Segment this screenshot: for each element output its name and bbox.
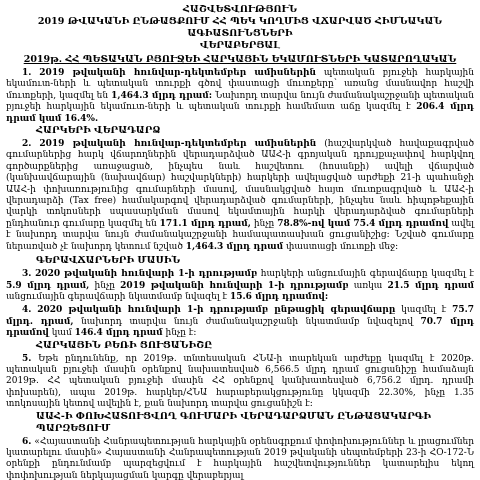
paragraph-2-number: 2.: [22, 139, 32, 150]
document-body: [0, 4, 480, 480]
paragraph-2-body1: (հաշվարկված հավաքագրված գումարներից հարկ վճարողներին վերադարձված ԱԱՀ-ի գրոյական դրույքաչափով հարկվող գործարքներից առաջացած, ինչպես նաև հաշվետու (հոսանքի) ավելի վճարված (կանխավճարային (նախավճար) հաշվարկների) հարկերի ավելացված արժեքի 21-ի պահանջի ԱԱՀ-ի փոխառությունից գումարների մասով, մասնակցված հայտ մուտքագրված և ԱԱՀ-ի վերադարձի (Tax free) համակարգով վերադարձված գումարների, ինչպես նաև հիպոթեքային վարկի տոկոսների սպասարկման մասով եկամտային հարկի վերադարձված գումարների ընդհանուր գումարը կազմել են: [6, 139, 474, 229]
paragraph-1-amount1: 1,464.3 մլրդ դրամ:: [111, 90, 213, 101]
paragraph-4-lead: 2020 թվականի հունվարի 1-ի դրությամբ ընթացիկ գերավճարը: [37, 305, 396, 316]
document-title: ՀԱՇՎԵՏՎՈՒԹՅՈՒՆ: [182, 4, 298, 15]
paragraph-3-number: 3.: [22, 269, 32, 280]
paragraph-3-body1: հարկերի անցումային գերավճարը կազմել է: [257, 269, 474, 280]
paragraph-4-amount2: 70.7 մլրդ դրամով: [6, 316, 474, 339]
paragraph-5: [6, 354, 474, 411]
section-heading-main: 2019թ. ՀՀ ՊԵՏԱԿԱՆ ԲՅՈՒՋԵԻ ՀԱՐԿԱՅԻՆ ԵԿԱՄՈՒՏՆԵՐԻ ԿԱՏԱՐՈՂԱԿԱՆ: [23, 54, 457, 65]
paragraph-6: [6, 437, 474, 480]
paragraph-2-amount3: 1,464.3 մլրդ դրամ: [185, 241, 284, 252]
section-heading-tax-burden: ՀԱՐԿԱՅԻՆ ԲԵՌԻ ՑՈՒՑԱՆԻՇԸ: [36, 339, 212, 351]
paragraph-2-body2: ինչը: [250, 218, 278, 229]
paragraph-2-lead: 2019 թվականի հունվար-դեկտեմբեր ամիսներին: [39, 139, 317, 150]
paragraph-4-body1: կազմել է: [395, 305, 453, 316]
paragraph-1-body1: պետական բյուջեի հարկային եկամուտ-ների և պետական տուրքի գծով փաստացի մուտքերը՝ առանց մասնավոր հաշվի մուտքերի, կազմել են: [6, 68, 474, 101]
paragraph-1-amount2: 206.4 մլրդ դրամ կամ 16.4%.: [6, 102, 474, 124]
paragraph-2-body3: ավել է նախորդ տարվա նույն ժամանակաշրջանի համապատասխան ցուցանիշից: Նշված գումարը ներառված չէ նախորդ կետում նշված: [6, 218, 474, 252]
paragraph-4: [6, 305, 474, 339]
paragraph-3-lead: 2020 թվականի հունվարի 1-ի դրությամբ: [35, 269, 258, 280]
section-heading-overpay: ԳԵՐԱՎՃԱՐՆԵՐԻ ՄԱՍԻՆ: [36, 255, 181, 267]
paragraph-3: [6, 269, 474, 303]
paragraph-5-number: 5.: [22, 353, 32, 364]
paragraph-3-body3: առկա: [348, 280, 388, 291]
paragraph-4-amount1: 75.7 մլրդ. դրամ,: [6, 305, 474, 327]
paragraph-2: [6, 139, 474, 253]
paragraph-6-number: 6.: [22, 436, 32, 447]
paragraph-1-lead: 2019 թվականի հունվար-դեկտեմբեր ամիսներին: [39, 68, 316, 78]
paragraph-2-amount2: 78.8%-ով կամ 75.4 մլրդ դրամով: [277, 218, 449, 229]
paragraph-4-amount3: 146.4 մլրդ դրամ: [74, 328, 163, 339]
paragraph-1-number: 1.: [22, 68, 32, 78]
paragraph-1: [6, 68, 474, 125]
paragraph-4-number: 4.: [22, 305, 32, 316]
paragraph-2-tail: փաստացի մուտքի մեջ:: [283, 241, 399, 252]
paragraph-6-body: «Հայաստանի Հանրապետության հարկային օրենսգրքում փոփոխություններ և լրացումներ կատարելու մասին» Հայաստանի Հանրապետության 2019 թվականի սեպտեմբերի 23-ի ՀՕ-172-Ն օրենքի ընդունմամբ պարզեցվում է հարկային հաշվետվություններ կատարելիս եկող փոփոխության ներկայացման կարգը վերաբերյալ: [6, 436, 474, 480]
paragraph-3-body2: ինչը: [89, 280, 121, 291]
paragraph-2-amount1: 171.1 մլրդ դրամ,: [159, 218, 251, 229]
paragraph-4-body3: կամ: [48, 328, 75, 339]
paragraph-5-body: Եթե ընդունենք, որ 2019թ. տնտեսական ՀՆԱ-ի տարեկան արժեքը կազմել է 2020թ. պետական բյուջեի մասին օրենքով նախատեսված 6,566.5 մլրդ դրամ ցուցանիշը համաձայն 2019թ. ՀՀ պետական բյուջեի մասին ՀՀ օրենքով կանխատեսված 6,756.2 մլրդ. դրամի փոխարեն), ապա 2019թ. հարկեր/ՀՆԱ հարաբերակցությունը կկազմի 22.30%, ինչը 1.35 տոկոսային կետով ավելին է, քան նախորդ տարվա ցուցանիշն է:: [6, 353, 474, 410]
section-heading-refund: ՀԱՐԿԵՐԻ ՎԵՐԱԴԱՐՁ: [36, 125, 161, 137]
paragraph-4-body2: նախորդ տարվա նույն ժամանակաշրջանի նկատմամբ նվազելով: [73, 316, 421, 327]
paragraph-3-amount1: 5.9 մլրդ դրամ,: [6, 280, 90, 291]
paragraph-3-body4: անցումային գերավճարի նկատմամբ նվազել է: [6, 291, 231, 302]
section-heading-vat-refund: ԱԱՀ-Ի ՓՈԽՀԱՏՈՒՑՎՈՂ ԳՈՒՄԱՐԻ ՎԵՐԱԴԱՐՁՄԱՆ ԸՆԹԱՑԱԿԱՐԳԻ ՊԱՐԶԵՑՈՒՄ: [36, 410, 432, 434]
paragraph-3-amount2: 21.5 մլրդ դրամ: [387, 280, 474, 291]
paragraph-1-body2: Նախորդ տարվա նույն ժամանակաշրջանի պետական բյուջեի հարկային եկամուտ-ների և պետական տուրքի համեմատ աճը կազմել է: [6, 90, 475, 113]
document-subtitle-line-1: 2019 ԹՎԱԿԱՆԻ ԸՆԹԱՑՔՈՒՄ ՀՀ ՊԵԿ ԿՈՂՄԻՑ ՎՃԱՐՎԱԾ ՀԻՄՆԱԿԱՆ ԱԳԻԱՏՈՒՆՑՆԵՐԻ: [37, 16, 443, 39]
paragraph-3-amount3: 15.6 մլրդ դրամով:: [230, 291, 329, 302]
paragraph-3-lead2: 2019 թվականի հունվարի 1-ի դրությամբ: [120, 280, 349, 291]
document-subtitle-line-2: ՎԵՐԱԲԵՐՅԱԼ: [199, 40, 281, 51]
paragraph-4-tail: ինչը է:: [162, 328, 197, 339]
